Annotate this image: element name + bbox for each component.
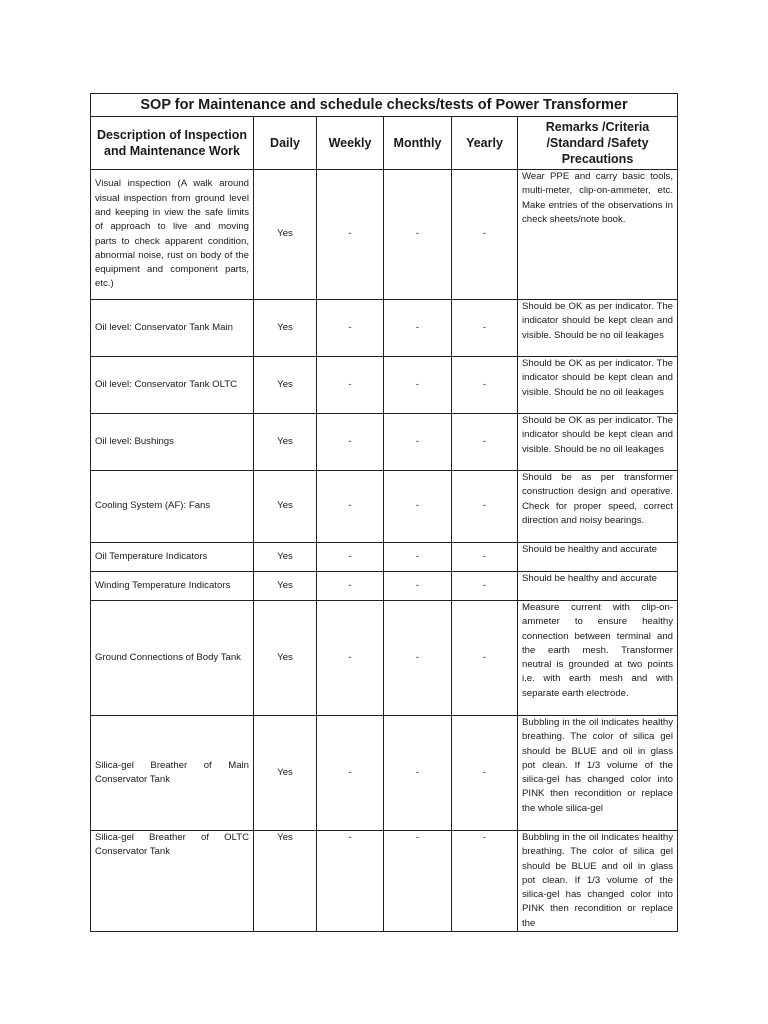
row-remarks: Measure current with clip-on-ammeter to ensure healthy connection between terminal and the earth mesh. Transformer neutral is grounded at two points i.e. with earth mesh and with separate earth electrode. <box>518 601 678 716</box>
row-weekly: - <box>317 831 384 932</box>
sop-table <box>90 93 678 932</box>
table-row <box>91 716 678 831</box>
row-description: Oil level: Bushings <box>91 414 254 471</box>
row-daily: Yes <box>254 716 317 831</box>
row-description: Winding Temperature Indicators <box>91 572 254 601</box>
table-row <box>91 471 678 543</box>
row-description: Silica-gel Breather of OLTC Conservator Tank <box>91 831 254 932</box>
header-daily: Daily <box>254 117 317 170</box>
row-remarks: Should be healthy and accurate <box>518 572 678 601</box>
row-monthly: - <box>384 831 452 932</box>
row-daily: Yes <box>254 170 317 300</box>
row-description: Visual inspection (A walk around visual inspection from ground level and keeping in view the safe limits of approach to live and moving parts to check apparent condition, abnormal noise, rust on body of the equipment and component parts, etc.) <box>91 170 254 300</box>
row-remarks: Should be OK as per indicator. The indicator should be kept clean and visible. Should be no oil leakages <box>518 357 678 414</box>
table-row <box>91 572 678 601</box>
row-remarks: Wear PPE and carry basic tools, multi-meter, clip-on-ammeter, etc. Make entries of the observations in check sheets/note book. <box>518 170 678 300</box>
row-monthly: - <box>384 170 452 300</box>
row-daily: Yes <box>254 471 317 543</box>
row-weekly: - <box>317 601 384 716</box>
row-daily: Yes <box>254 831 317 932</box>
row-monthly: - <box>384 300 452 357</box>
row-weekly: - <box>317 170 384 300</box>
table-row <box>91 543 678 572</box>
row-remarks: Bubbling in the oil indicates healthy breathing. The color of silica gel should be BLUE and oil in glass pot clean. If 1/3 volume of the silica-gel has changed color into PINK then recondition or replace the <box>518 831 678 932</box>
row-remarks: Should be OK as per indicator. The indicator should be kept clean and visible. Should be no oil leakages <box>518 414 678 471</box>
table-row <box>91 831 678 932</box>
row-yearly: - <box>452 471 518 543</box>
row-weekly: - <box>317 414 384 471</box>
row-weekly: - <box>317 543 384 572</box>
row-remarks: Should be healthy and accurate <box>518 543 678 572</box>
row-remarks: Should be as per transformer construction design and operative. Check for proper speed, correct direction and noisy bearings. <box>518 471 678 543</box>
row-weekly: - <box>317 300 384 357</box>
row-description: Oil level: Conservator Tank Main <box>91 300 254 357</box>
row-yearly: - <box>452 300 518 357</box>
row-daily: Yes <box>254 414 317 471</box>
table-row <box>91 170 678 300</box>
row-description: Silica-gel Breather of Main Conservator Tank <box>91 716 254 831</box>
row-monthly: - <box>384 471 452 543</box>
table-row <box>91 357 678 414</box>
row-description: Oil level: Conservator Tank OLTC <box>91 357 254 414</box>
row-monthly: - <box>384 716 452 831</box>
row-weekly: - <box>317 716 384 831</box>
header-remarks: Remarks /Criteria /Standard /Safety Precautions <box>518 117 678 170</box>
table-row <box>91 414 678 471</box>
row-yearly: - <box>452 601 518 716</box>
row-daily: Yes <box>254 357 317 414</box>
row-yearly: - <box>452 831 518 932</box>
row-daily: Yes <box>254 300 317 357</box>
row-daily: Yes <box>254 543 317 572</box>
header-row <box>91 117 678 170</box>
row-description: Cooling System (AF): Fans <box>91 471 254 543</box>
header-yearly: Yearly <box>452 117 518 170</box>
row-daily: Yes <box>254 601 317 716</box>
table-title: SOP for Maintenance and schedule checks/tests of Power Transformer <box>91 94 678 117</box>
row-remarks: Should be OK as per indicator. The indicator should be kept clean and visible. Should be no oil leakages <box>518 300 678 357</box>
row-yearly: - <box>452 357 518 414</box>
row-yearly: - <box>452 543 518 572</box>
row-description: Oil Temperature Indicators <box>91 543 254 572</box>
header-description: Description of Inspection and Maintenance Work <box>91 117 254 170</box>
row-weekly: - <box>317 471 384 543</box>
header-monthly: Monthly <box>384 117 452 170</box>
sop-document <box>90 93 677 932</box>
row-yearly: - <box>452 170 518 300</box>
row-remarks: Bubbling in the oil indicates healthy breathing. The color of silica gel should be BLUE and oil in glass pot clean. If 1/3 volume of the silica-gel has changed color into PINK then recondition or replace the whole silica-gel <box>518 716 678 831</box>
row-yearly: - <box>452 414 518 471</box>
row-monthly: - <box>384 601 452 716</box>
row-monthly: - <box>384 543 452 572</box>
row-description: Ground Connections of Body Tank <box>91 601 254 716</box>
row-monthly: - <box>384 414 452 471</box>
row-weekly: - <box>317 357 384 414</box>
row-yearly: - <box>452 716 518 831</box>
row-weekly: - <box>317 572 384 601</box>
row-yearly: - <box>452 572 518 601</box>
table-row <box>91 300 678 357</box>
header-weekly: Weekly <box>317 117 384 170</box>
row-monthly: - <box>384 572 452 601</box>
table-row <box>91 601 678 716</box>
row-daily: Yes <box>254 572 317 601</box>
row-monthly: - <box>384 357 452 414</box>
